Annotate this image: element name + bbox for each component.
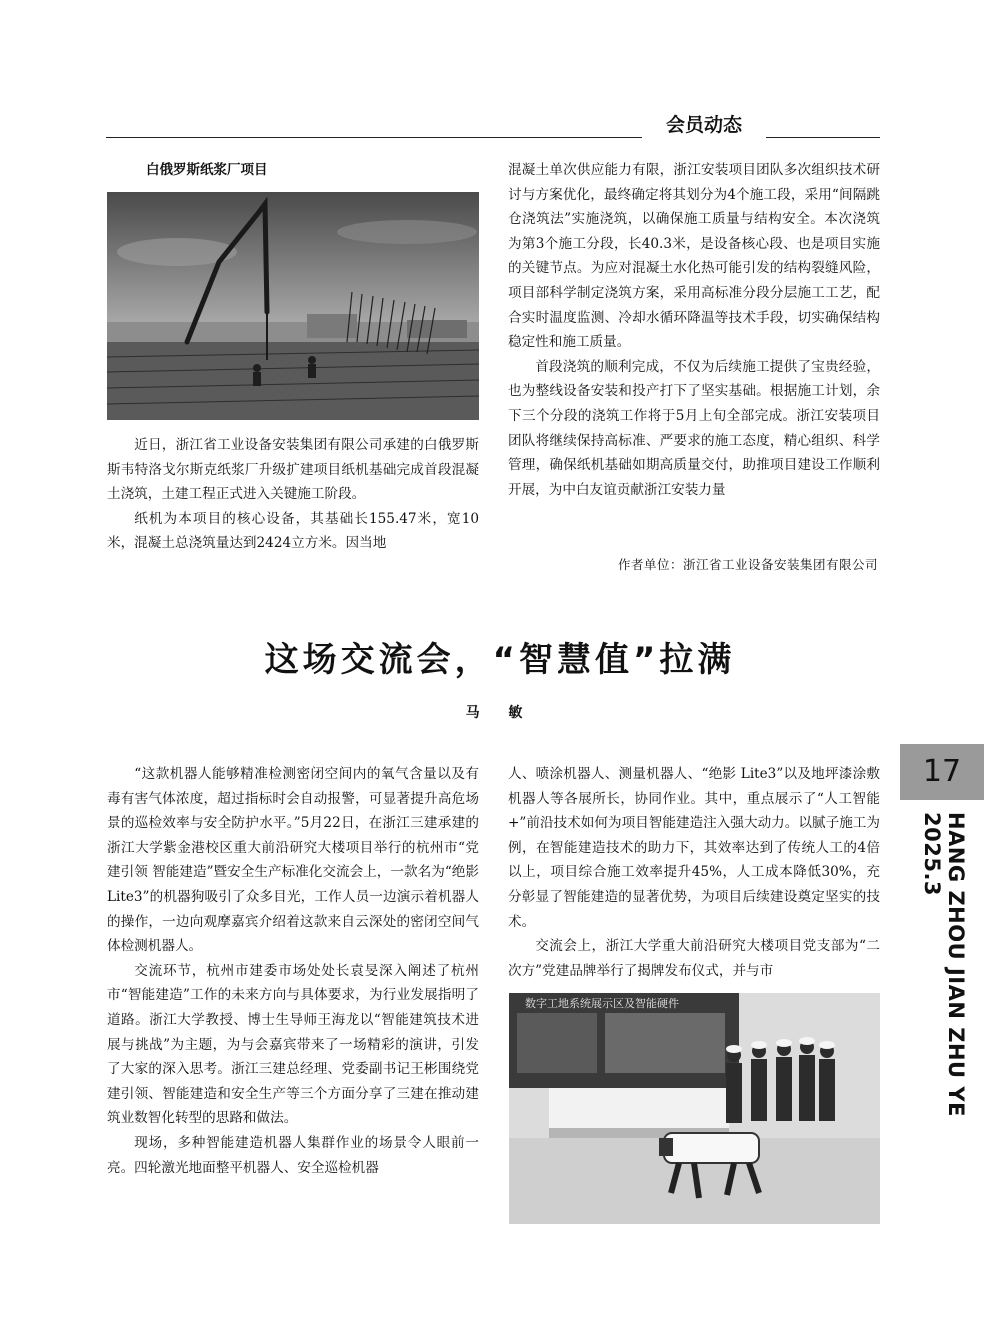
construction-site-photo — [107, 192, 479, 420]
paragraph: 首段浇筑的顺利完成，不仅为后续施工提供了宝贵经验，也为整线设备安装和投产打下了坚实基础。根据施工计划，余下三个分段的浇筑工作将于5月上旬全部完成。浙江安装项目团队将继续保持高标准、严要求的施工态度，精心组织、科学管理，确保纸机基础如期高质量交付，助推项目建设工作顺利开展，为中白友谊贡献浙江安装力量 — [508, 358, 880, 498]
robot-dog-exhibition-photo — [509, 993, 880, 1224]
photo-caption: 白俄罗斯纸浆厂项目 — [146, 162, 268, 178]
article1-left-column — [107, 433, 479, 556]
page-number: 17 — [900, 744, 984, 800]
article1-right-column — [508, 158, 880, 502]
paragraph: 现场，多种智能建造机器人集群作业的场景令人眼前一亮。四轮激光地面整平机器人、安全巡检机器 — [107, 1134, 479, 1176]
paragraph: 人、喷涂机器人、测量机器人、“绝影 Lite3”以及地坪漆涂敷机器人等各展所长，协同作业。其中，重点展示了“人工智能 +”前沿技术如何为项目智能建造注入强大动力。以腻子施工为例，在智能建造技术的助力下，其效率达到了传统人工的4倍以上，项目综合施工效率提升45%，人工成本降低30%，充分彰显了智能建造的显著优势，为项目后续建设奠定坚实的技术。 — [508, 766, 880, 930]
paragraph: 混凝土单次供应能力有限，浙江安装项目团队多次组织技术研讨与方案优化，最终确定将其划分为4个施工段，采用“间隔跳仓浇筑法”实施浇筑，以确保施工质量与结构安全。本次浇筑为第3个施工分段，长40.3米，是设备核心段、也是项目实施的关键节点。为应对混凝土水化热可能引发的结构裂缝风险，项目部科学制定浇筑方案，采用高标准分段分层施工工艺，配合实时温度监测、冷却水循环降温等技术手段，切实确保结构稳定性和施工质量。 — [508, 162, 880, 351]
section-title: 会员动态 — [665, 114, 742, 136]
article-author: 马 敏 — [465, 705, 535, 721]
construction-site-illustration — [107, 192, 479, 420]
paragraph: 交流会上，浙江大学重大前沿研究大楼项目党支部为“二次方”党建品牌举行了揭牌发布仪式，并与市 — [508, 938, 880, 979]
paragraph: 交流环节，杭州市建委市场处处长袁旻深入阐述了杭州市“智能建造”工作的未来方向与具体要求，为行业发展指明了道路。浙江大学教授、博士生导师王海龙以“智能建筑技术进展与挑战”为主题，为与会嘉宾带来了一场精彩的演讲，引发了大家的深入思考。浙江三建总经理、党委副书记王彬围绕党建引领、智能建造和安全生产等三个方面分享了三建在推动建筑业数智化转型的思路和做法。 — [107, 962, 479, 1127]
display-banner-text: 数字工地系统展示区及智能硬件 — [525, 997, 679, 1010]
paragraph: 纸机为本项目的核心设备，其基础长155.47米，宽10米，混凝土总浇筑量达到2424立方米。因当地 — [107, 510, 479, 552]
paragraph: 近日，浙江省工业设备安装集团有限公司承建的白俄罗斯斯韦特洛戈尔斯克纸浆厂升级扩建项目纸机基础完成首段混凝土浇筑，土建工程正式进入关键施工阶段。 — [107, 437, 479, 503]
article2-right-column — [508, 762, 880, 983]
paragraph: “这款机器人能够精准检测密闭空间内的氧气含量以及有毒有害气体浓度，超过指标时会自动报警，可显著提升高危场景的巡检效率与安全防护水平。”5月22日，在浙江三建承建的浙江大学紫金港校区重大前沿研究大楼项目举行的杭州市“党建引领 智能建造”暨安全生产标准化交流会上，一款名为“绝影 Lite3”的机器狗吸引了众多目光，工作人员一边演示着机器人的操作，一边向观摩嘉宾介绍着这款来自云深处的密闭空间气体检测机器人。 — [107, 766, 479, 955]
magazine-name: HANG ZHOU JIAN ZHU YE 2025.3 — [920, 812, 968, 1117]
author-affiliation: 作者单位：浙江省工业设备安装集团有限公司 — [617, 557, 878, 572]
article-title: 这场交流会，“智慧值”拉满 — [264, 640, 736, 680]
exhibition-illustration — [509, 993, 880, 1224]
article2-left-column — [107, 762, 479, 1180]
